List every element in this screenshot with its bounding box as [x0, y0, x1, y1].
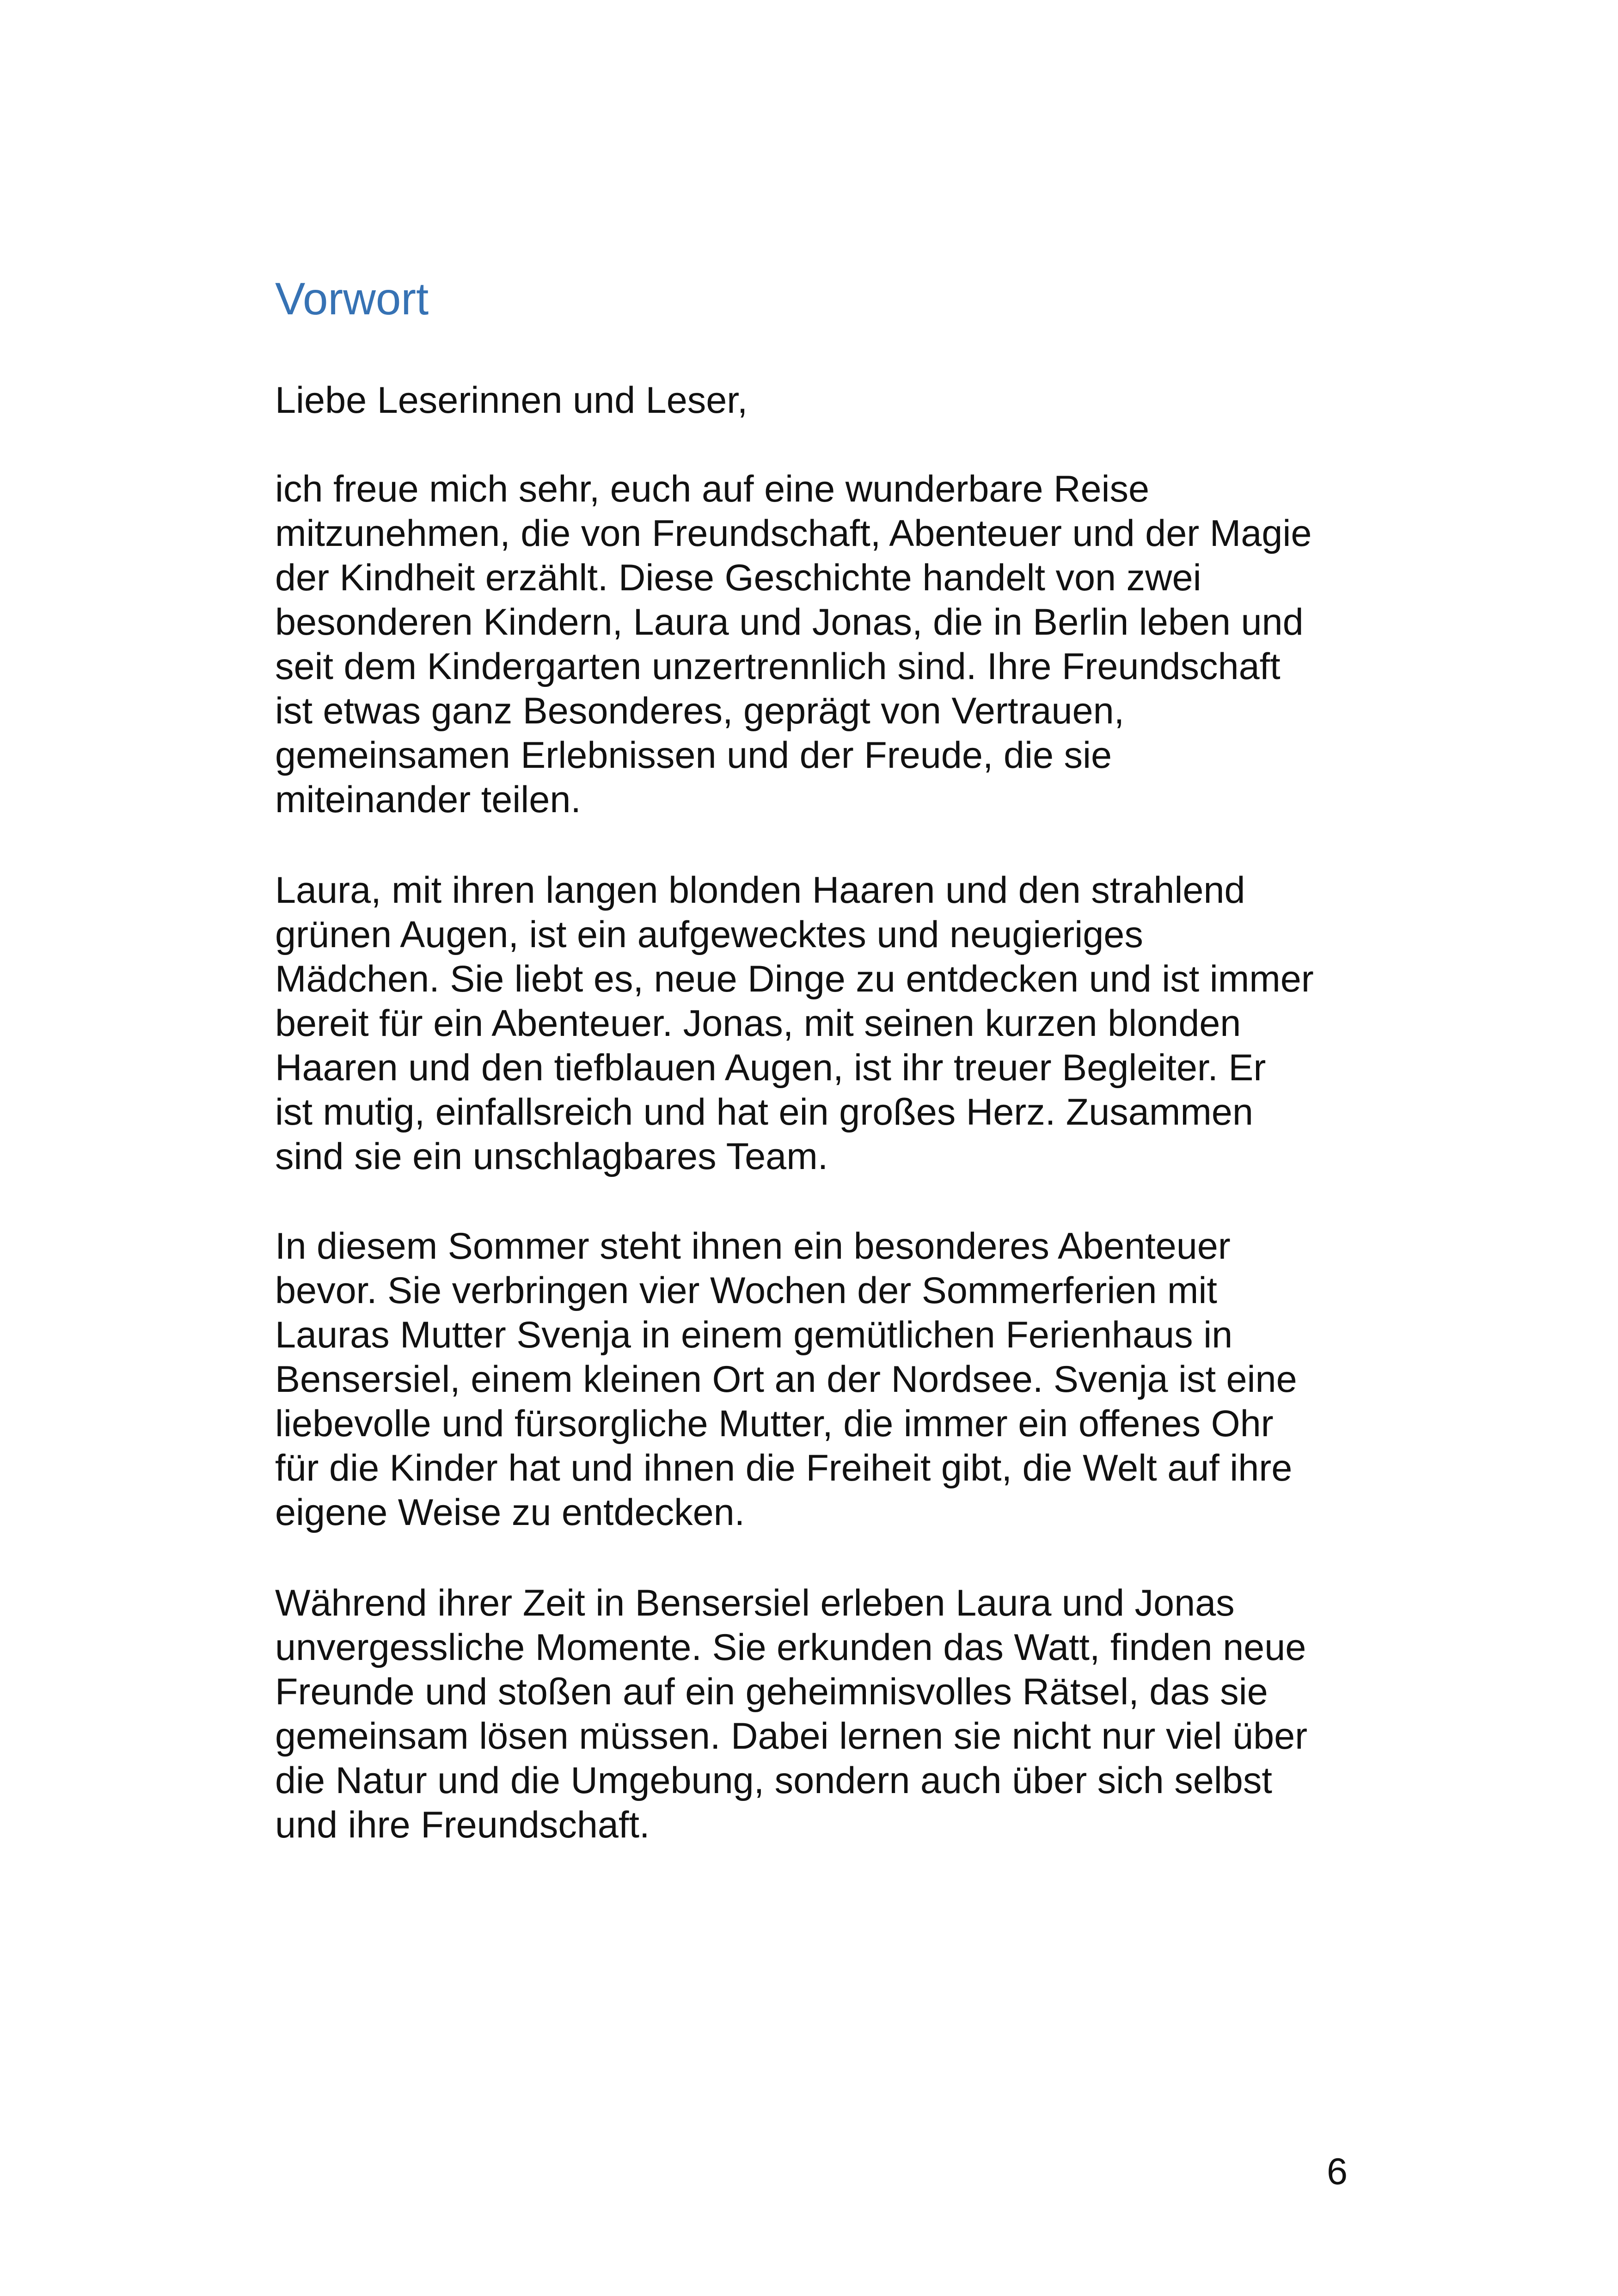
text-line: sind sie ein unschlagbares Team.: [275, 1136, 828, 1177]
text-line: In diesem Sommer steht ihnen ein besonderes Abenteuer: [275, 1225, 1231, 1267]
text-line: gemeinsamen Erlebnissen und der Freude, die sie: [275, 735, 1112, 776]
paragraph-3: [275, 1224, 1297, 1535]
salutation: Liebe Leserinnen und Leser,: [275, 380, 748, 421]
paragraph-1: [275, 467, 1312, 822]
text-line: mitzunehmen, die von Freundschaft, Abenteuer und der Magie: [275, 513, 1312, 554]
text-line: gemeinsam lösen müssen. Dabei lernen sie nicht nur viel über: [275, 1715, 1308, 1757]
paragraph-2: [275, 868, 1314, 1179]
text-line: Bensersiel, einem kleinen Ort an der Nordsee. Svenja ist eine: [275, 1359, 1297, 1400]
text-line: ich freue mich sehr, euch auf eine wunderbare Reise: [275, 468, 1150, 510]
text-line: unvergessliche Momente. Sie erkunden das Watt, finden neue: [275, 1627, 1306, 1668]
text-line: liebevolle und fürsorgliche Mutter, die immer ein offenes Ohr: [275, 1403, 1274, 1445]
text-line: Freunde und stoßen auf ein geheimnisvolles Rätsel, das sie: [275, 1671, 1268, 1713]
text-line: Haaren und den tiefblauen Augen, ist ihr treuer Begleiter. Er: [275, 1047, 1266, 1089]
page-title: Vorwort: [275, 273, 429, 324]
text-line: ist etwas ganz Besonderes, geprägt von Vertrauen,: [275, 690, 1125, 732]
text-line: Mädchen. Sie liebt es, neue Dinge zu entdecken und ist immer: [275, 958, 1314, 1000]
text-line: und ihre Freundschaft.: [275, 1804, 650, 1846]
text-line: der Kindheit erzählt. Diese Geschichte handelt von zwei: [275, 557, 1201, 599]
text-line: seit dem Kindergarten unzertrennlich sind. Ihre Freundschaft: [275, 646, 1281, 687]
text-line: Während ihrer Zeit in Bensersiel erleben Laura und Jonas: [275, 1582, 1235, 1624]
text-line: Lauras Mutter Svenja in einem gemütlichen Ferienhaus in: [275, 1314, 1233, 1356]
text-line: ist mutig, einfallsreich und hat ein großes Herz. Zusammen: [275, 1091, 1253, 1133]
text-line: Laura, mit ihren langen blonden Haaren und den strahlend: [275, 869, 1245, 911]
text-line: eigene Weise zu entdecken.: [275, 1492, 745, 1533]
paragraph-4: [275, 1581, 1307, 1847]
text-line: für die Kinder hat und ihnen die Freiheit gibt, die Welt auf ihre: [275, 1447, 1293, 1489]
text-line: miteinander teilen.: [275, 779, 581, 820]
page-number: 6: [1326, 2151, 1348, 2192]
text-line: besonderen Kindern, Laura und Jonas, die in Berlin leben und: [275, 601, 1304, 643]
text-line: bereit für ein Abenteuer. Jonas, mit seinen kurzen blonden: [275, 1003, 1241, 1044]
text-line: grünen Augen, ist ein aufgewecktes und neugieriges: [275, 914, 1143, 955]
text-line: die Natur und die Umgebung, sondern auch über sich selbst: [275, 1760, 1272, 1801]
text-line: bevor. Sie verbringen vier Wochen der Sommerferien mit: [275, 1270, 1217, 1311]
